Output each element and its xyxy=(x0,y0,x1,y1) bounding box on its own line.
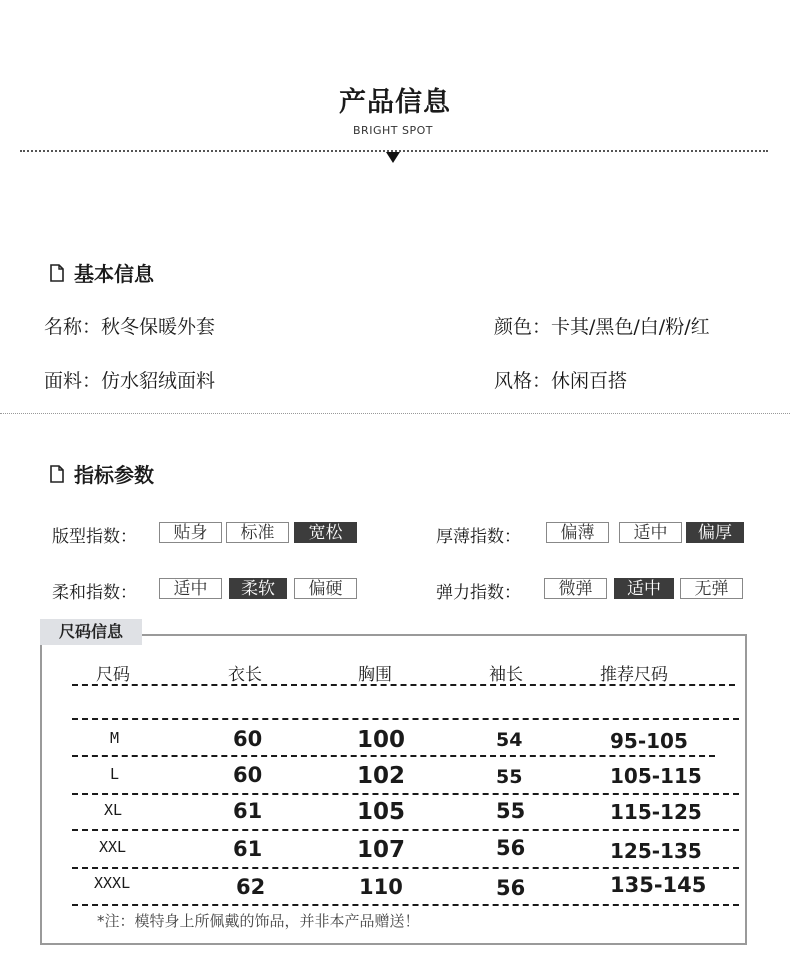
elasticity-option: 适中 xyxy=(614,578,674,599)
thickness-label: 厚薄指数： xyxy=(436,527,521,547)
softness-option: 偏硬 xyxy=(294,578,357,599)
softness-option: 柔软 xyxy=(229,578,287,599)
product-name: 名称：秋冬保暖外套 xyxy=(44,316,216,338)
index-title: 指标参数 xyxy=(74,463,154,487)
thickness-option: 适中 xyxy=(619,522,682,543)
header-chest: 胸围 xyxy=(358,665,392,685)
header-recommend: 推荐尺码 xyxy=(600,665,668,685)
table-cell-chest: 105 xyxy=(357,799,406,825)
document-icon xyxy=(50,264,64,282)
table-cell-sleeve: 55 xyxy=(496,766,523,788)
thickness-option: 偏薄 xyxy=(546,522,609,543)
page-subtitle: BRIGHT SPOT xyxy=(353,124,433,137)
row-divider xyxy=(72,793,739,795)
table-cell-size: XXL xyxy=(99,838,127,856)
table-cell-length: 61 xyxy=(233,799,263,823)
row-divider xyxy=(72,867,739,869)
header-size: 尺码 xyxy=(96,665,130,685)
table-cell-length: 60 xyxy=(233,727,263,751)
triangle-down-icon xyxy=(386,152,400,163)
product-fabric: 面料：仿水貂绒面料 xyxy=(44,370,216,392)
table-cell-recommend: 95-105 xyxy=(610,729,688,753)
fit-option: 贴身 xyxy=(159,522,222,543)
header-length: 衣长 xyxy=(228,665,262,685)
table-cell-chest: 100 xyxy=(357,727,406,753)
table-cell-length: 61 xyxy=(233,837,263,861)
basic-info-title: 基本信息 xyxy=(74,262,154,286)
table-cell-size: XL xyxy=(104,801,123,819)
index-heading xyxy=(50,459,154,488)
table-cell-sleeve: 56 xyxy=(496,876,526,900)
elasticity-option: 无弹 xyxy=(680,578,743,599)
softness-option: 适中 xyxy=(159,578,222,599)
fit-option: 标准 xyxy=(226,522,289,543)
table-cell-recommend: 115-125 xyxy=(610,800,702,824)
table-cell-sleeve: 56 xyxy=(496,836,526,860)
size-info-tab: 尺码信息 xyxy=(40,619,142,645)
thickness-option: 偏厚 xyxy=(686,522,744,543)
section-divider xyxy=(0,413,790,414)
table-cell-chest: 102 xyxy=(357,763,406,789)
table-cell-length: 60 xyxy=(233,763,263,787)
table-cell-recommend: 135-145 xyxy=(610,873,707,897)
size-note: *注：模特身上所佩戴的饰品，并非本产品赠送！ xyxy=(97,912,420,930)
table-cell-recommend: 125-135 xyxy=(610,839,702,863)
table-cell-chest: 107 xyxy=(357,837,406,863)
row-divider xyxy=(72,718,739,720)
product-style: 风格：休闲百搭 xyxy=(494,370,628,392)
fit-option: 宽松 xyxy=(294,522,357,543)
basic-info-heading xyxy=(50,258,154,287)
elasticity-label: 弹力指数： xyxy=(436,583,521,603)
header-sleeve: 袖长 xyxy=(489,665,523,685)
page-title: 产品信息 xyxy=(339,87,451,118)
row-divider xyxy=(72,684,735,686)
fit-label: 版型指数： xyxy=(52,527,137,547)
table-cell-size: L xyxy=(110,765,120,783)
table-cell-size: M xyxy=(110,729,120,747)
row-divider xyxy=(72,904,739,906)
softness-label: 柔和指数： xyxy=(52,583,137,603)
table-cell-size: XXXL xyxy=(94,874,131,892)
table-cell-sleeve: 55 xyxy=(496,799,526,823)
document-icon xyxy=(50,465,64,483)
elasticity-option: 微弹 xyxy=(544,578,607,599)
table-cell-recommend: 105-115 xyxy=(610,764,702,788)
product-color: 颜色：卡其/黑色/白/粉/红 xyxy=(494,316,710,338)
row-divider xyxy=(72,755,715,757)
table-cell-chest: 110 xyxy=(359,875,403,899)
table-cell-sleeve: 54 xyxy=(496,729,523,751)
row-divider xyxy=(72,829,739,831)
table-cell-length: 62 xyxy=(236,875,266,899)
